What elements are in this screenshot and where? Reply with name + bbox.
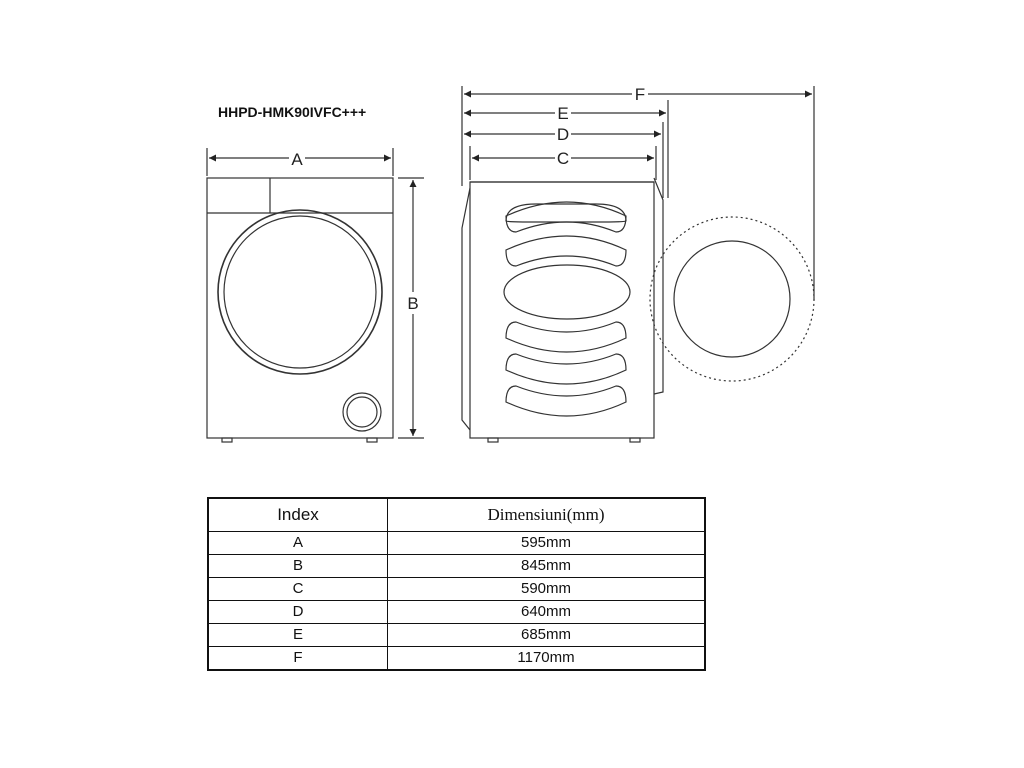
side-front-panel [462,188,470,430]
side-back-panel [654,178,663,394]
filter-cover [343,393,381,431]
row-value: 590mm [388,578,706,601]
door-outer-ring [218,210,382,374]
table-header-row [208,498,705,532]
row-value: 595mm [388,532,706,555]
table-row [208,647,705,671]
label-a: A [291,150,303,169]
front-view [207,178,393,442]
row-index: F [208,647,388,671]
label-b: B [407,294,419,313]
dimension-labels [289,84,648,314]
filter-cover-inner [347,397,377,427]
row-index: C [208,578,388,601]
model-name: HHPD-HMK90IVFC+++ [218,104,367,120]
dimensions-table [207,497,706,671]
row-index: A [208,532,388,555]
door-glass [224,216,376,368]
side-view [462,178,814,442]
side-ribs [504,202,630,416]
label-e: E [557,104,569,123]
dimension-lines [207,86,814,438]
row-index: D [208,601,388,624]
label-d: D [556,125,570,144]
header-index: Index [208,498,388,532]
table-row [208,532,705,555]
open-door-glass [674,241,790,357]
row-value: 845mm [388,555,706,578]
label-f: F [634,85,646,104]
table-row [208,601,705,624]
row-index: B [208,555,388,578]
table-row [208,555,705,578]
row-value: 685mm [388,624,706,647]
row-value: 640mm [388,601,706,624]
header-dimensions: Dimensiuni(mm) [388,498,706,532]
row-value: 1170mm [388,647,706,671]
row-index: E [208,624,388,647]
table-row [208,578,705,601]
table-row [208,624,705,647]
label-c: C [556,149,570,168]
front-body-outline [207,178,393,438]
